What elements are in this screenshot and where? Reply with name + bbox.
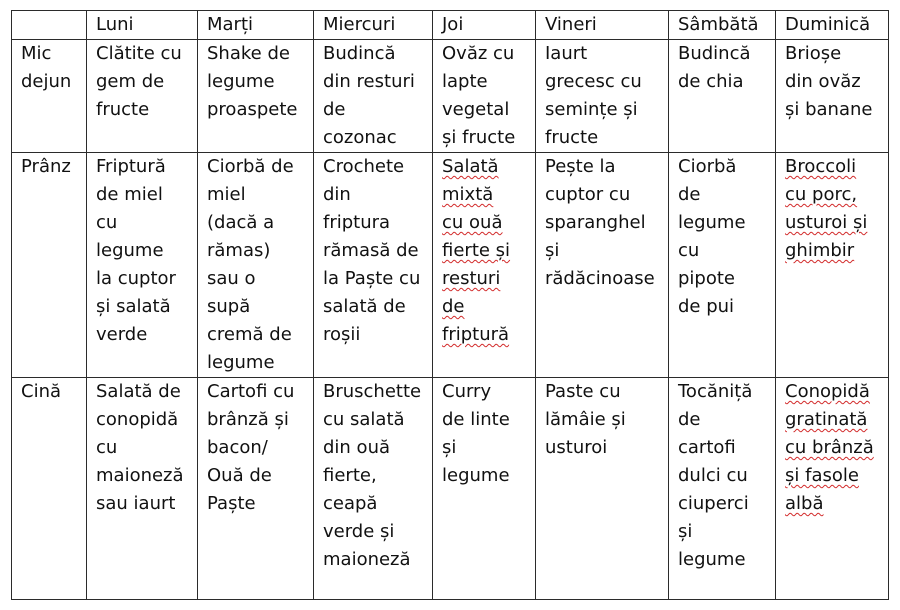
row-label-mic-dejun: Mic dejun [12, 40, 87, 153]
corner-cell [12, 11, 87, 40]
meal-cell: Ovăz cu lapte vegetal și fructe [433, 40, 536, 153]
day-header-marti: Marți [198, 11, 314, 40]
row-label-pranz: Prânz [12, 153, 87, 378]
meal-cell: Tocăniță de cartofi dulci cu ciuperci și legume [669, 378, 776, 600]
day-header-vineri: Vineri [536, 11, 669, 40]
row-pranz [12, 153, 889, 378]
day-header-miercuri: Miercuri [314, 11, 433, 40]
meal-cell: Budincă din resturi de cozonac [314, 40, 433, 153]
meal-cell: Shake de legume proaspete [198, 40, 314, 153]
meal-cell: Broccoli cu porc, usturoi și ghimbir [776, 153, 889, 378]
meal-cell: Paste cu lămâie și usturoi [536, 378, 669, 600]
day-header-sambata: Sâmbătă [669, 11, 776, 40]
row-cina [12, 378, 889, 600]
meal-cell: Ciorbă de legume cu pipote de pui [669, 153, 776, 378]
meal-cell: Brioșe din ovăz și banane [776, 40, 889, 153]
day-header-luni: Luni [87, 11, 198, 40]
meal-cell: Curry de linte și legume [433, 378, 536, 600]
day-header-duminica: Duminică [776, 11, 889, 40]
meal-cell: Cartofi cu brânză și bacon/ Ouă de Paște [198, 378, 314, 600]
weekly-meal-plan-table [11, 10, 889, 600]
row-mic-dejun [12, 40, 889, 153]
meal-cell: Iaurt grecesc cu semințe și fructe [536, 40, 669, 153]
day-header-joi: Joi [433, 11, 536, 40]
meal-cell: Salată de conopidă cu maioneză sau iaurt [87, 378, 198, 600]
meal-cell: Budincă de chia [669, 40, 776, 153]
meal-cell: Crochete din friptura rămasă de la Paște cu salată de roșii [314, 153, 433, 378]
meal-cell: Ciorbă de miel (dacă a rămas) sau o supă cremă de legume [198, 153, 314, 378]
meal-cell: Conopidă gratinată cu brânză și fasole albă [776, 378, 889, 600]
meal-cell: Salată mixtă cu ouă fierte și resturi de friptură [433, 153, 536, 378]
header-row [12, 11, 889, 40]
meal-cell: Bruschette cu salată din ouă fierte, ceapă verde și maioneză [314, 378, 433, 600]
meal-cell: Friptură de miel cu legume la cuptor și salată verde [87, 153, 198, 378]
meal-cell: Clătite cu gem de fructe [87, 40, 198, 153]
meal-cell: Pește la cuptor cu sparanghel și rădăcinoase [536, 153, 669, 378]
row-label-cina: Cină [12, 378, 87, 600]
